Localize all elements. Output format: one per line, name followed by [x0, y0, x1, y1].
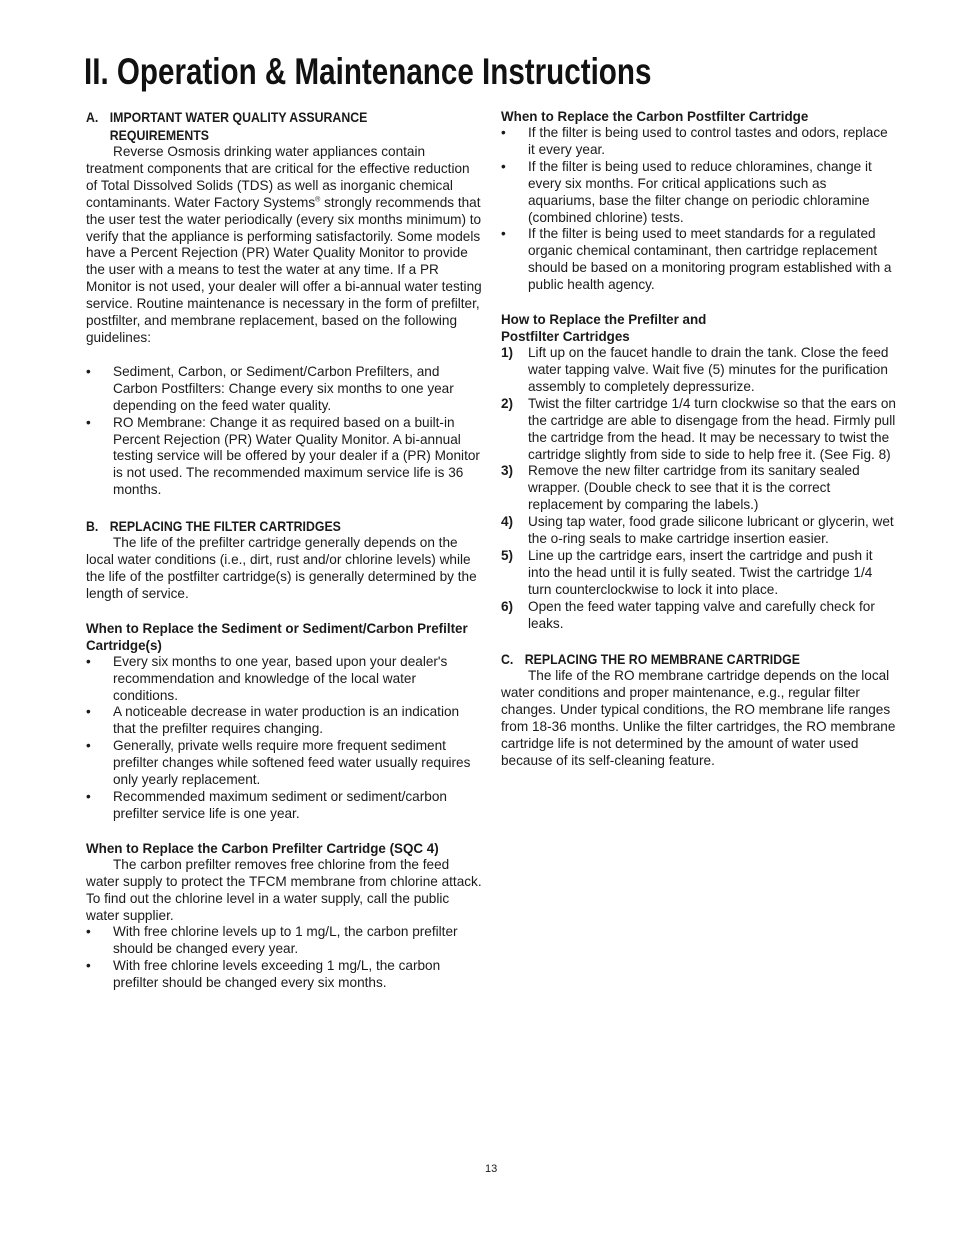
list-item	[501, 345, 897, 396]
section-b-paragraph: The life of the prefilter cartridge generally depends on the local water conditions (i.e., dirt, rust and/or chlorine levels) while the life of the postfilter cartridge(s) is generally determined by the length of service.	[86, 535, 477, 601]
section-c-heading-text: REPLACING THE RO MEMBRANE CARTRIDGE	[524, 651, 800, 668]
list-item	[501, 599, 897, 633]
section-a-paragraph: Reverse Osmosis drinking water appliances contain treatment components that are critical for the effective reduction of Total Dissolved Solids (TDS) as well as inorganic chemical contaminants. Water Factory Systems® strongly recommends that the user test the water periodically (every six months minimum) to verify that the appliance is performing satisfactorily. Some models have a Percent Rejection (PR) Water Quality Monitor to provide the user with a means to test the water at any time. If a PR Monitor is not used, your dealer will offer a bi-annual water testing service. Routine maintenance is necessary in the form of prefilter, postfilter, and membrane replacement, based on the following guidelines:	[86, 144, 482, 345]
postfilter-subheading: When to Replace the Carbon Postfilter Cartridge	[501, 109, 809, 124]
step-number: 6)	[501, 598, 514, 614]
list-item: • Recommended maximum sediment or sediment/carbon prefilter service life is one year.	[86, 789, 482, 823]
section-c-heading	[501, 650, 895, 668]
page-title: II. Operation & Maintenance Instructions	[84, 51, 652, 92]
step-text: Line up the cartridge ears, insert the cartridge and push it into the head until it is fully seated. Twist the cartridge 1/4 turn counterclockwise to lock it into place.	[528, 547, 873, 597]
how-to-replace-subheading: How to Replace the Prefilter and Postfilter Cartridges	[501, 312, 707, 345]
step-text: Remove the new filter cartridge from its sanitary sealed wrapper. (Double check to see that it is the correct replacement by comparing the labels.)	[528, 463, 860, 513]
step-number: 2)	[501, 395, 514, 411]
section-a-heading-line1: IMPORTANT WATER QUALITY ASSURANCE	[109, 109, 368, 125]
replacement-steps-list	[501, 345, 897, 632]
section-a-bullet-list	[86, 364, 482, 499]
right-column	[501, 108, 897, 770]
step-number: 1)	[501, 345, 514, 361]
page-number: 13	[485, 1163, 498, 1175]
list-item: • If the filter is being used to control tastes and odors, replace it every year.	[501, 125, 897, 159]
carbon-prefilter-bullet-list	[86, 924, 482, 992]
list-item: • With free chlorine levels up to 1 mg/L, the carbon prefilter should be changed every year.	[86, 924, 482, 958]
list-item	[501, 463, 897, 514]
sediment-bullet-list	[86, 654, 482, 823]
section-c-letter: C.	[501, 651, 514, 668]
section-a-letter: A.	[86, 109, 99, 125]
list-item: • RO Membrane: Change it as required based on a built-in Percent Rejection (PR) Water Quality Monitor. A bi-annual testing service will be offered by your dealer if a (PR) Monitor is not used. The recommended maximum service life is 36 months.	[86, 415, 482, 500]
section-a-heading	[86, 108, 480, 144]
list-item	[501, 548, 897, 599]
list-item: • A noticeable decrease in water production is an indication that the prefilter requires changing.	[86, 704, 482, 738]
carbon-prefilter-paragraph: The carbon prefilter removes free chlorine from the feed water supply to protect the TFCM membrane from chlorine attack. To find out the chlorine level in a water supply, call the public water supplier.	[86, 856, 482, 923]
section-a-heading-line2: REQUIREMENTS	[109, 127, 210, 143]
section-b-heading-text: REPLACING THE FILTER CARTRIDGES	[109, 518, 341, 535]
section-b-heading	[86, 517, 480, 535]
sediment-subheading: When to Replace the Sediment or Sediment/Carbon Prefilter Cartridge(s)	[86, 620, 468, 653]
step-number: 3)	[501, 463, 514, 479]
list-item: • With free chlorine levels exceeding 1 mg/L, the carbon prefilter should be changed every six months.	[86, 958, 482, 992]
left-column	[86, 108, 482, 992]
carbon-prefilter-subheading: When to Replace the Carbon Prefilter Cartridge (SQC 4)	[86, 840, 439, 856]
step-text: Lift up on the faucet handle to drain the tank. Close the feed water tapping valve. Wait five (5) minutes for the purification assembly to completely depressurize.	[528, 345, 889, 394]
list-item: • If the filter is being used to meet standards for a regulated organic chemical contaminant, then cartridge replacement should be based on a monitoring program established with a public health agency.	[501, 226, 897, 294]
step-text: Using tap water, food grade silicone lubricant or glycerin, wet the o-ring seals to make cartridge insertion easier.	[528, 514, 894, 547]
list-item: • Sediment, Carbon, or Sediment/Carbon Prefilters, and Carbon Postfilters: Change every six months to one year depending on the feed water quality.	[86, 364, 482, 415]
postfilter-bullet-list	[501, 125, 897, 294]
section-b-letter: B.	[86, 518, 99, 535]
step-number: 5)	[501, 547, 514, 563]
list-item	[501, 514, 897, 548]
list-item: • If the filter is being used to reduce chloramines, change it every six months. For critical applications such as aquariums, base the filter change on periodic chloramine (combined chlorine) tests.	[501, 159, 897, 227]
list-item: • Generally, private wells require more frequent sediment prefilter changes while softened feed water usually requires only yearly replacement.	[86, 738, 482, 789]
section-c-paragraph: The life of the RO membrane cartridge depends on the local water conditions and proper maintenance, e.g., regular filter changes. Under typical conditions, the RO membrane life ranges from 18-36 months. Unlike the filter cartridges, the RO membrane cartridge life is not determined by the amount of water used because of its self-cleaning feature.	[501, 668, 896, 768]
step-number: 4)	[501, 514, 514, 530]
step-text: Open the feed water tapping valve and carefully check for leaks.	[528, 598, 875, 631]
registered-mark: ®	[315, 196, 321, 204]
step-text: Twist the filter cartridge 1/4 turn clockwise so that the ears on the cartridge are able to disengage from the head. Firmly pull the cartridge from the head. It may be necessary to twist the cartridge slightly from side to side to help free it. (See Fig. 8)	[528, 395, 896, 462]
list-item	[501, 396, 897, 464]
list-item: • Every six months to one year, based upon your dealer's recommendation and knowledge of the local water conditions.	[86, 654, 482, 705]
